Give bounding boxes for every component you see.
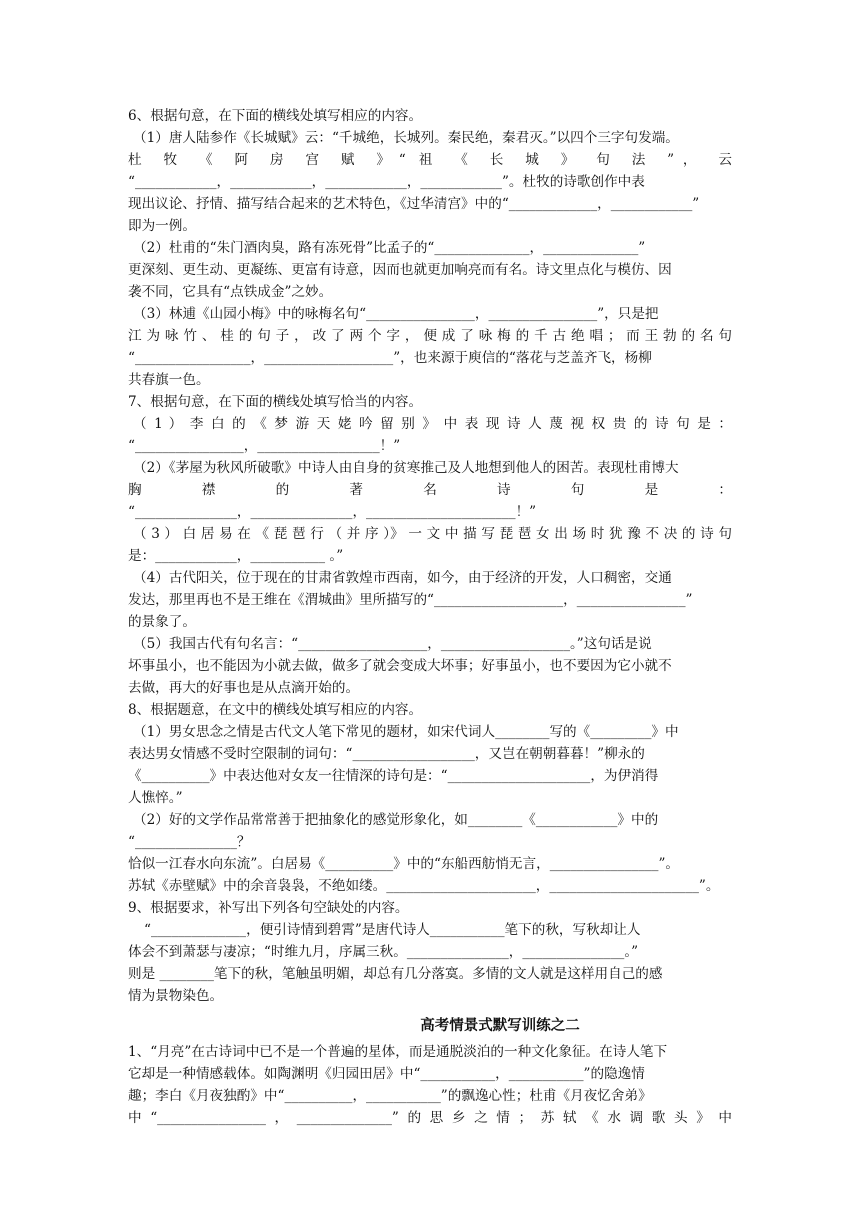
q8-item-2-line-2: “_______________？ — [128, 834, 251, 850]
q6-item-1-line-2: 杜 牧 《 阿 房 宫 赋 》“ 祖 《 长 城 》 句 法 ”， 云 — [128, 152, 732, 168]
q6-item-1-line-3: “____________，____________，____________，____________”。杜牧的诗歌创作中表 — [128, 174, 645, 190]
q8-item-1-line-2: 表达男女情感不受时空限制的词句：“__________________，又岂在朝朝暮暮！”柳永的 — [128, 746, 645, 762]
q7-item-4-line-1: （4）古代阳关，位于现在的甘肃省敦煌市西南，如今，由于经济的开发，人口稠密，交通 — [133, 570, 672, 586]
q7-item-5-line-1: （5）我国古代有句名言：“___________________，___________________。”这句话是说 — [133, 636, 652, 652]
q6-item-2-line-2: 更深刻、更生动、更凝练、更富有诗意，因而也就更加响亮而有名。诗文里点化与模仿、因 — [128, 262, 672, 278]
q6-item-3-line-4: 共春旗一色。 — [128, 372, 210, 388]
q9-line-3: 则是 ________笔下的秋，笔触虽明媚，却总有几分落寞。多情的文人就是这样用自己的感 — [128, 966, 663, 982]
q9-line-2: 体会不到萧瑟与凄凉；“时维九月，序属三秋。_______________，_______________。” — [128, 944, 639, 960]
question-8-heading: 8、根据题意，在文中的横线处填写相应的内容。 — [128, 702, 423, 718]
q7-item-2-line-2: 胸 襟 的 著 名 诗 句 是 ： — [128, 482, 732, 498]
section2-q1-line-3: 趣；李白《月夜独酌》中“__________，___________”的飘逸心性；杜甫《月夜忆舍弟》 — [128, 1088, 652, 1104]
question-7-heading: 7、根据句意，在下面的横线处填写恰当的内容。 — [128, 394, 423, 410]
q7-item-2-line-3: “_______________，_______________，______________________！” — [128, 504, 537, 520]
q7-item-2-line-1: （2）《茅屋为秋风所破歌》中诗人由自身的贫寒推己及人地想到他人的困苦。表现杜甫博大 — [133, 460, 679, 476]
section2-q1-line-2: 它却是一种情感载体。如陶渊明《归园田居》中“___________，___________”的隐逸情 — [128, 1066, 645, 1082]
section2-q1-line-1: 1、“月亮”在古诗词中已不是一个普遍的星体，而是通脱淡泊的一种文化象征。在诗人笔下 — [128, 1044, 668, 1060]
q9-line-4: 情为景物染色。 — [128, 988, 224, 1004]
q7-item-3-line-2: 是：____________，___________ 。” — [128, 548, 344, 564]
q8-item-2-line-1: （2）好的文学作品常常善于把抽象化的感觉形象化，如________《____________》中的 — [133, 812, 659, 828]
q6-item-3-line-3: “_________________，___________________”，也来源于庾信的“落花与芝盖齐飞，杨柳 — [128, 350, 652, 366]
q7-item-4-line-2: 发达，那里再也不是王维在《渭城曲》里所描写的“___________________，________________” — [128, 592, 693, 608]
q7-item-1-line-2: “________________，__________________！” — [128, 438, 401, 454]
q8-item-1-line-3: 《__________》中表达他对女友一往情深的诗句是：“_____________________，为伊消得 — [128, 768, 659, 784]
q6-item-1-line-1: （1）唐人陆参作《长城赋》云：“千城绝，长城列。秦民绝，秦君灭。”以四个三字句发端。 — [133, 130, 679, 146]
question-9-heading: 9、根据要求，补写出下列各句空缺处的内容。 — [128, 900, 409, 916]
q6-item-2-line-3: 袭不同，它具有“点铁成金”之妙。 — [128, 284, 333, 300]
q7-item-4-line-3: 的景象了。 — [128, 614, 196, 630]
q8-item-1-line-4: 人憔悴。” — [128, 790, 183, 806]
q6-item-3-line-1: （3）林逋《山园小梅》中的咏梅名句“________________，________________”，只是把 — [133, 306, 659, 322]
q7-item-1-line-1: （ 1 ） 李 白 的 《 梦 游 天 姥 吟 留 别 》 中 表 现 诗 人 蔑 视 权 贵 的 诗 句 是 ： — [133, 416, 732, 432]
section-title: 高考情景式默写训练之二 — [420, 1018, 580, 1034]
section2-q1-line-4: 中“________________，______________”的思乡之情；苏轼《水调歌头》中 — [128, 1110, 732, 1126]
q6-item-1-line-5: 即为一例。 — [128, 218, 196, 234]
q8-item-1-line-1: （1）男女思念之情是古代文人笔下常见的题材，如宋代词人________写的《_________》中 — [133, 724, 679, 740]
q6-item-2-line-1: （2）杜甫的“朱门酒肉臭，路有冻死骨”比孟子的“______________，______________” — [133, 240, 646, 256]
q7-item-5-line-3: 去做，再大的好事也是从点滴开始的。 — [128, 680, 360, 696]
q6-item-3-line-2: 江 为 咏 竹 、 桂 的 句 子 ， 改 了 两 个 字 ， 便 成 了 咏 梅 的 千 古 绝 唱 ； 而 王 勃 的 名 句 — [128, 328, 732, 344]
question-6-heading: 6、根据句意，在下面的横线处填写相应的内容。 — [128, 108, 423, 124]
q8-item-2-line-4: 苏轼《赤壁赋》中的余音袅袅，不绝如缕。______________________，______________________”。 — [128, 878, 720, 894]
q7-item-5-line-2: 坏事虽小，也不能因为小就去做，做多了就会变成大坏事；好事虽小，也不要因为它小就不 — [128, 658, 672, 674]
q9-line-1: “______________，便引诗情到碧霄”是唐代诗人___________笔下的秋，写秋却让人 — [144, 922, 641, 938]
q8-item-2-line-3: 恰似一江春水向东流”。白居易《__________》中的“东船西舫悄无言，________________”。 — [128, 856, 680, 872]
q6-item-1-line-4: 现出议论、抒情、描写结合起来的艺术特色，《过华清宫》中的“_____________，____________” — [128, 196, 700, 212]
q7-item-3-line-1: （ 3 ） 白 居 易 在 《 琵 琶 行 （ 并 序 ）》 一 文 中 描 写 琵 琶 女 出 场 时 犹 豫 不 决 的 诗 句 — [133, 526, 732, 542]
